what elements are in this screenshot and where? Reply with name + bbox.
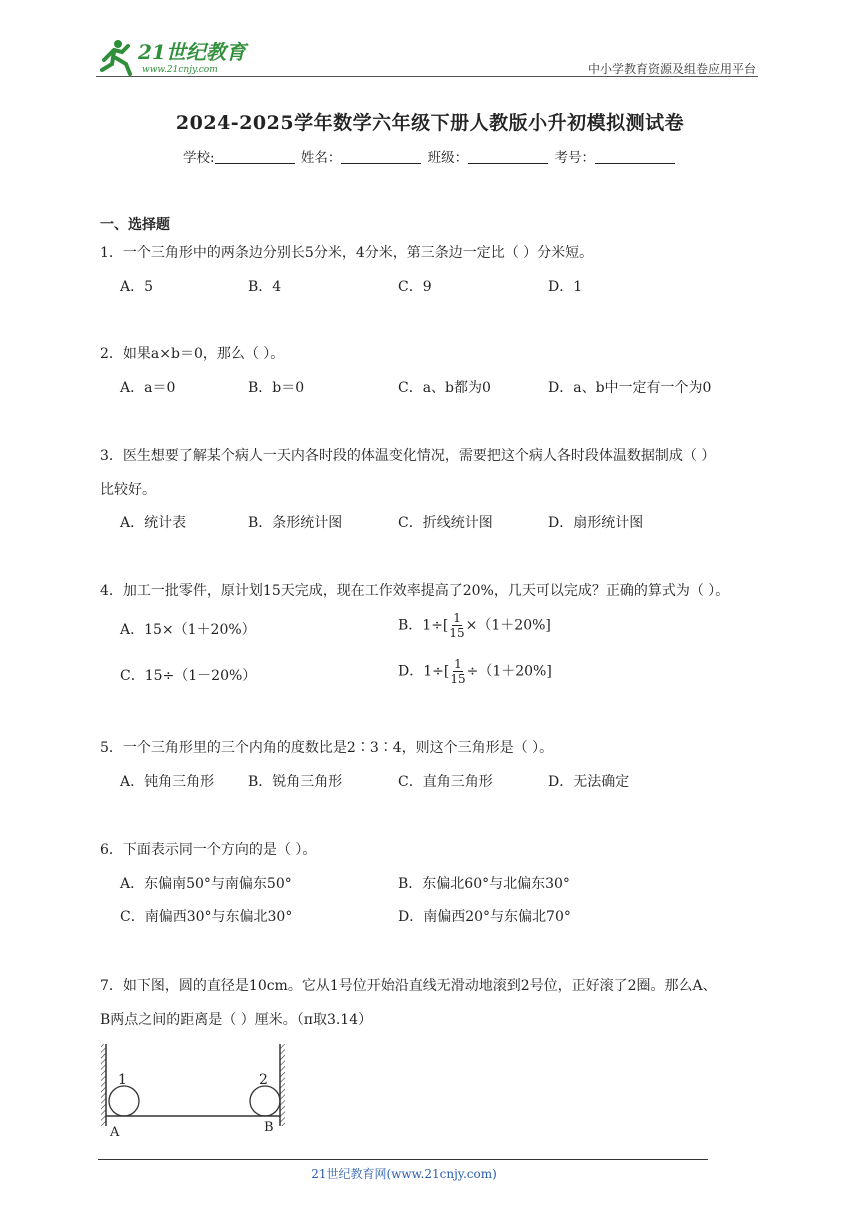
q2-option-d[interactable]: D．a、b中一定有一个为0: [548, 380, 712, 396]
exam-no-blank[interactable]: [595, 149, 675, 164]
name-label: 姓名：: [300, 150, 342, 166]
rolling-circle-figure: [96, 1040, 296, 1140]
footer-link[interactable]: 21世纪教育网(www.21cnjy.com): [311, 1167, 497, 1181]
question-1: 1．一个三角形中的两条边分别长5分米，4分米，第三条边一定比（ ）分米短。: [100, 245, 594, 261]
school-blank[interactable]: [215, 149, 295, 164]
question-3: 3．医生想要了解某个病人一天内各时段的体温变化情况，需要把这个病人各时段体温数据制成（ ）: [100, 448, 716, 464]
header-divider: [96, 76, 758, 77]
q2-option-c[interactable]: C．a、b都为0: [398, 380, 491, 396]
label-1: 1: [118, 1072, 127, 1088]
question-3-cont: 比较好。: [100, 482, 156, 498]
q5-option-a[interactable]: A．钝角三角形: [120, 774, 215, 790]
q5-option-c[interactable]: C．直角三角形: [398, 774, 493, 790]
q1-option-b[interactable]: B．4: [248, 279, 282, 295]
q3-option-b[interactable]: B．条形统计图: [248, 515, 343, 531]
q6-option-a[interactable]: A．东偏南50°与南偏东50°: [120, 876, 292, 892]
q2-option-a[interactable]: A．a＝0: [120, 380, 176, 396]
fraction: $\frac{1}{15}$: [449, 611, 465, 640]
q6-option-d[interactable]: D．南偏西20°与东偏北70°: [398, 909, 571, 925]
q2-option-b[interactable]: B．b＝0: [248, 380, 305, 396]
q6-option-b[interactable]: B．东偏北60°与北偏东30°: [398, 876, 570, 892]
question-7-cont: B两点之间的距离是（ ）厘米。（π取3.14）: [100, 1012, 373, 1028]
circle-position-2: [250, 1086, 280, 1116]
q5-option-d[interactable]: D．无法确定: [548, 774, 630, 790]
label-2: 2: [259, 1072, 268, 1088]
section-heading: 一、选择题: [100, 217, 170, 233]
q5-option-b[interactable]: B．锐角三角形: [248, 774, 343, 790]
logo-url: www.21cnjy.com: [142, 65, 218, 75]
page-title: 2024-2025学年数学六年级下册人教版小升初模拟测试卷: [175, 112, 685, 134]
q1-option-c[interactable]: C．9: [398, 279, 432, 295]
point-b-label: B: [264, 1120, 274, 1135]
question-4: 4．加工一批零件，原计划15天完成，现在工作效率提高了20%，几天可以完成？正确的算式为（ ）。: [100, 583, 730, 599]
question-2: 2．如果a×b＝0，那么（ ）。: [100, 346, 285, 362]
class-label: 班级：: [427, 150, 469, 166]
platform-label: 中小学教育资源及组卷应用平台: [587, 62, 756, 76]
exam-no-label: 考号：: [554, 150, 595, 166]
q3-option-d[interactable]: D．扇形统计图: [548, 515, 644, 531]
circle-position-1: [109, 1086, 139, 1116]
school-label: 学校:: [183, 150, 215, 166]
logo-text: 21世纪教育: [138, 40, 246, 64]
q4-option-d[interactable]: D．1÷[ $\frac{1}{15}$ ÷（1＋20%]: [398, 657, 552, 686]
q4-option-c[interactable]: C．15÷（1－20%）: [120, 668, 257, 684]
point-a-label: A: [110, 1125, 120, 1140]
q4-option-b[interactable]: B．1÷[ $\frac{1}{15}$ ×（1＋20%]: [398, 611, 551, 640]
q6-option-c[interactable]: C．南偏西30°与东偏北30°: [120, 909, 293, 925]
runner-icon: [102, 40, 130, 74]
question-7: 7．如下图，圆的直径是10cm。它从1号位开始沿直线无滑动地滚到2号位，正好滚了2圈。那么A、: [100, 978, 717, 994]
footer-divider: [98, 1159, 708, 1160]
fraction: $\frac{1}{15}$: [450, 657, 466, 686]
question-6: 6．下面表示同一个方向的是（ ）。: [100, 842, 317, 858]
q3-option-c[interactable]: C．折线统计图: [398, 515, 493, 531]
q4-option-a[interactable]: A．15×（1＋20%）: [120, 622, 256, 638]
class-blank[interactable]: [468, 149, 548, 164]
student-info-line: [0, 146, 860, 166]
q3-option-a[interactable]: A．统计表: [120, 515, 187, 531]
question-5: 5．一个三角形里的三个内角的度数比是2∶3∶4，则这个三角形是（ ）。: [100, 740, 554, 756]
name-blank[interactable]: [341, 149, 421, 164]
q1-option-a[interactable]: A．5: [120, 279, 154, 295]
q1-option-d[interactable]: D．1: [548, 279, 583, 295]
site-logo: [96, 34, 256, 78]
